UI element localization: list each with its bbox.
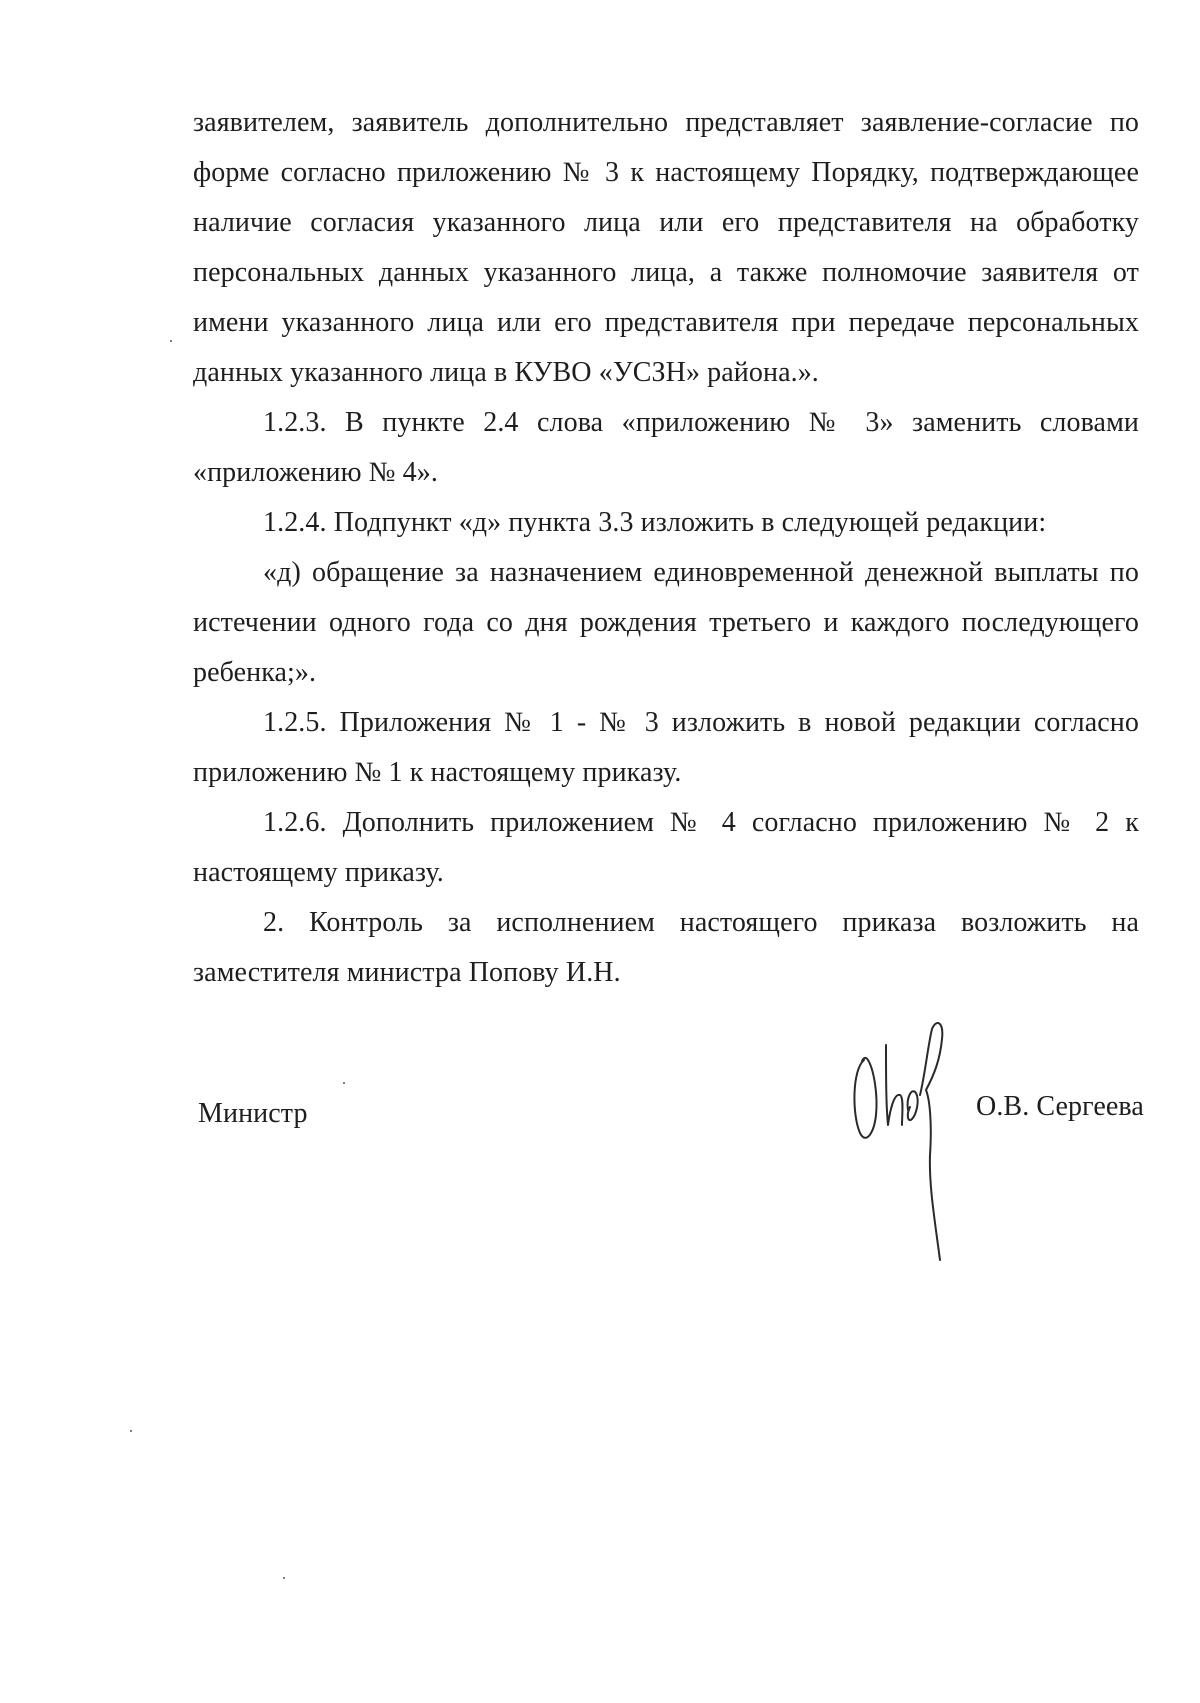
text-line: имени указанного лица или его представителя при передаче персональных [193, 307, 1139, 338]
text-line: наличие согласия указанного лица или его представителя на обработку [193, 207, 1139, 238]
clause-2: 2. Контроль за исполнением настоящего приказа возложить на [263, 907, 1139, 938]
text-line: настоящему приказу. [193, 857, 444, 888]
text-line: «приложению № 4». [193, 457, 438, 488]
text-line: «д) обращение за назначением единовременной денежной выплаты по [263, 557, 1139, 588]
text-line: персональных данных указанного лица, а также полномочие заявителя от [193, 257, 1139, 288]
signer-position: Министр [198, 1098, 308, 1129]
scan-speck [170, 340, 172, 342]
text-line: приложению № 1 к настоящему приказу. [193, 757, 682, 788]
clause-1-2-5: 1.2.5. Приложения № 1 - № 3 изложить в новой редакции согласно [263, 707, 1139, 738]
handwritten-signature [850, 1015, 960, 1265]
text-line: заявителем, заявитель дополнительно представляет заявление-согласие по [193, 107, 1139, 138]
scan-speck [283, 1577, 285, 1579]
text-line: истечении одного года со дня рождения третьего и каждого последующего [193, 607, 1139, 638]
text-line: форме согласно приложению № 3 к настоящему Порядку, подтверждающее [193, 157, 1139, 188]
clause-1-2-4: 1.2.4. Подпункт «д» пункта 3.3 изложить в следующей редакции: [263, 507, 1047, 538]
text-line: заместителя министра Попову И.Н. [193, 957, 621, 988]
signer-name: О.В. Сергеева [976, 1091, 1144, 1122]
scan-speck [343, 1082, 345, 1084]
clause-1-2-3: 1.2.3. В пункте 2.4 слова «приложению № 3» заменить словами [263, 407, 1139, 438]
scan-speck [130, 1430, 132, 1432]
text-line: данных указанного лица в КУВО «УСЗН» района.». [193, 357, 819, 388]
clause-1-2-6: 1.2.6. Дополнить приложением № 4 согласно приложению № 2 к [263, 807, 1139, 838]
text-line: ребенка;». [193, 657, 317, 688]
